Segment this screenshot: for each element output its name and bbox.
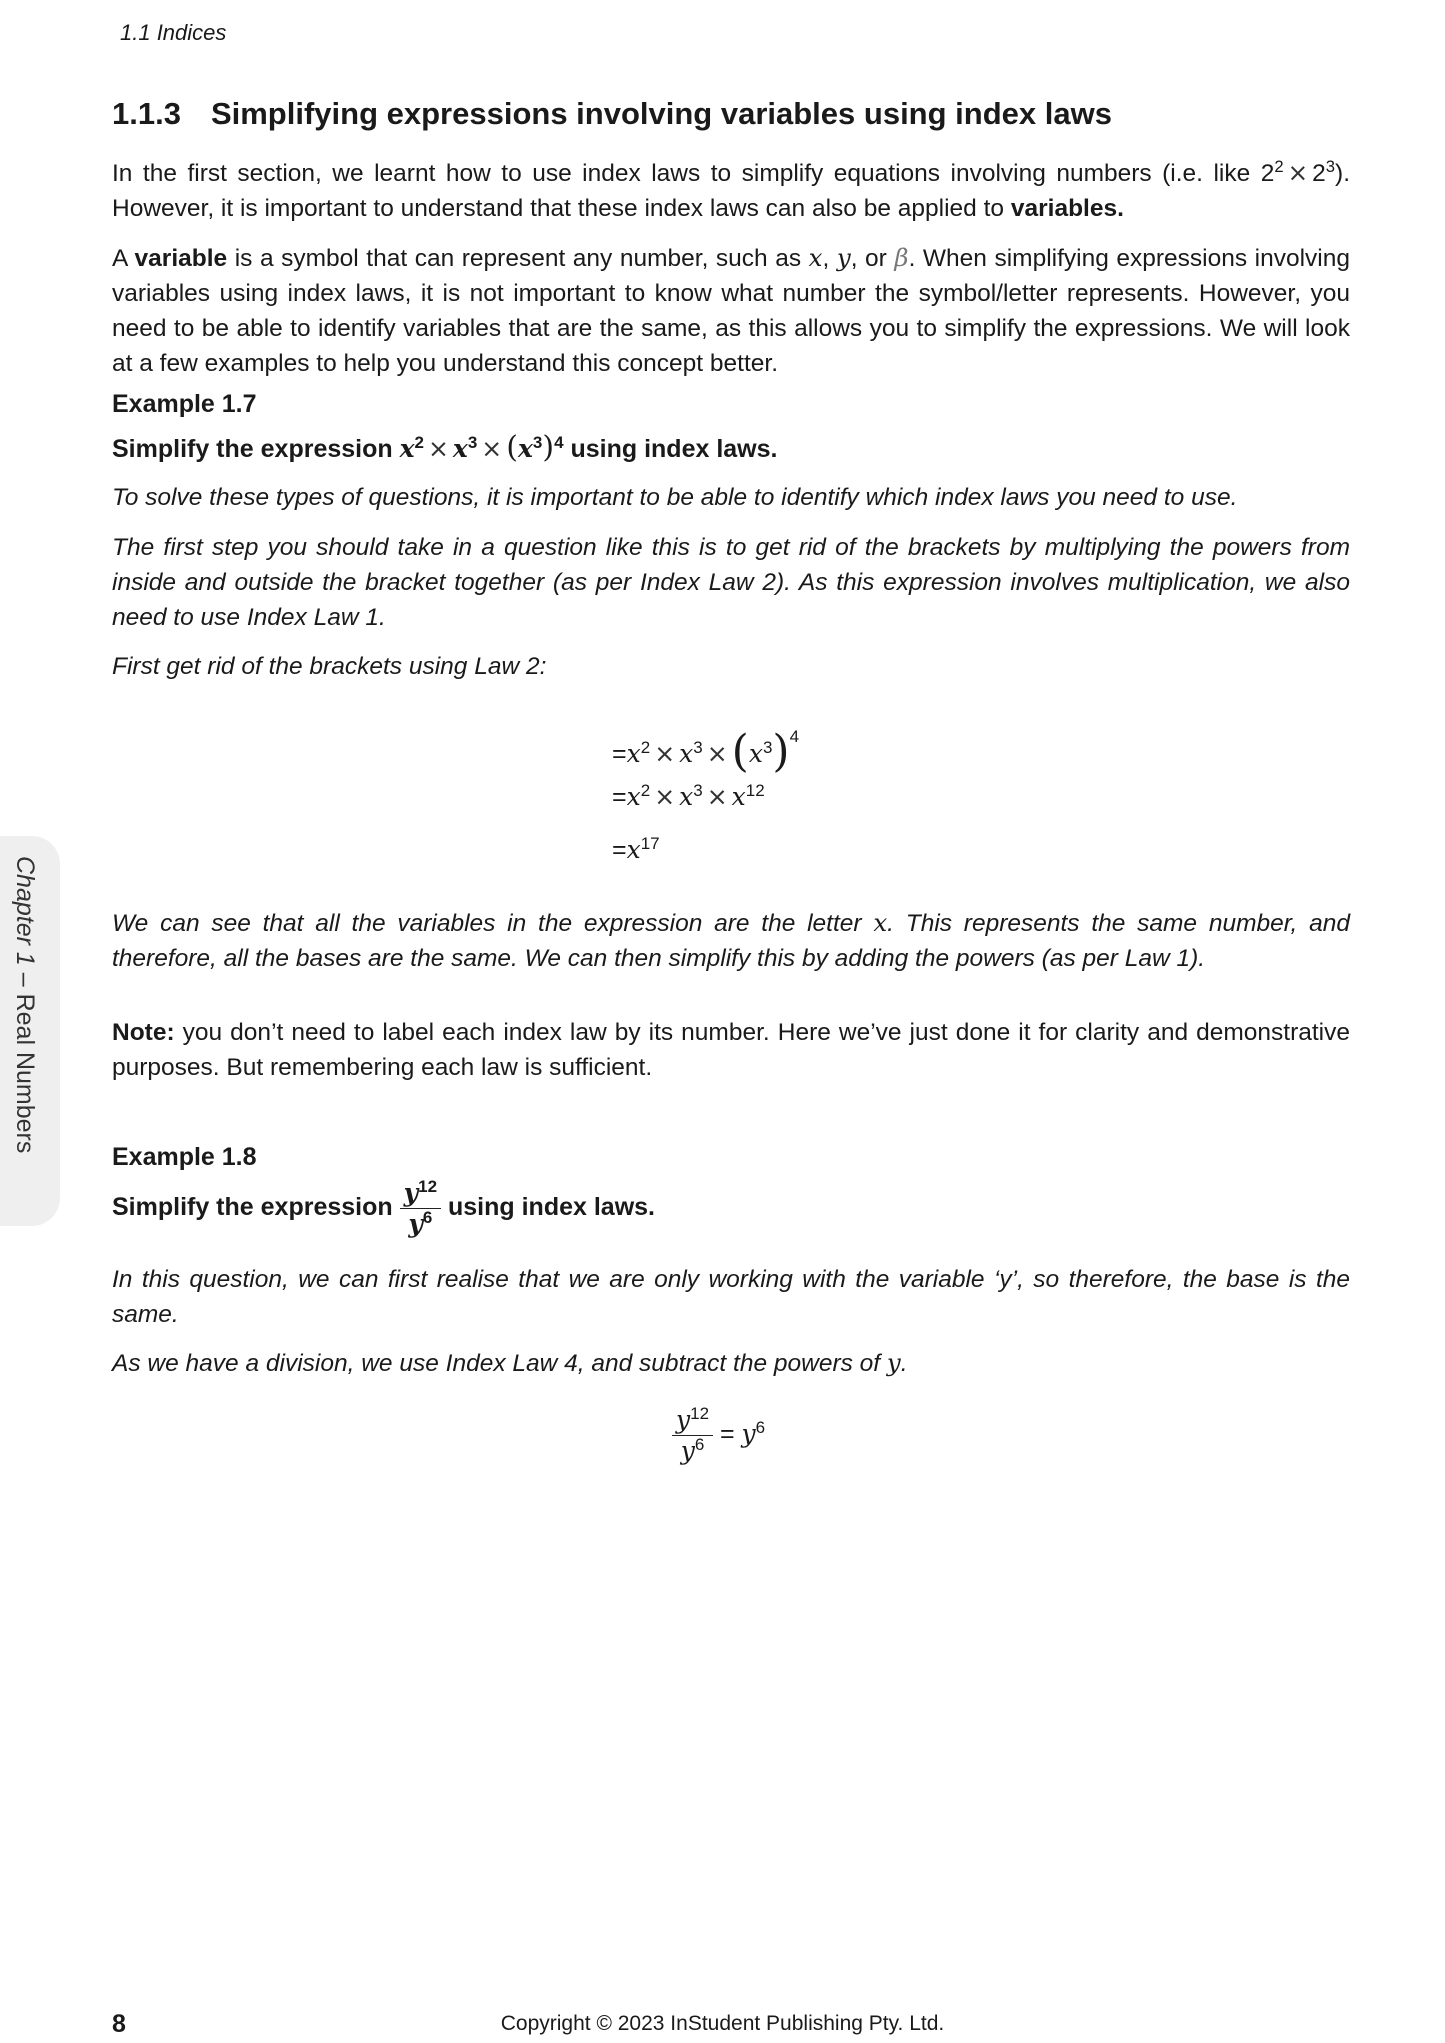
chapter-side-tab: [0, 836, 60, 1226]
math-exponent: 12: [745, 780, 765, 800]
math-exponent: 6: [755, 1417, 766, 1437]
text: As we have a division, we use Index Law 4, and subtract the powers of: [112, 1350, 887, 1377]
page-number: 8: [112, 2010, 126, 2038]
text: ). However, it is important to understand that these index laws can also be applied to: [112, 160, 1350, 222]
example-1-paragraph-2: The first step you should take in a question like this is to get rid of the brackets by multiplying the powers from inside and outside the bracket together (as per Index Law 2). As this expression involves multiplication, we also need to use Index Law 1.: [112, 534, 1350, 631]
footer-copyright: Copyright © 2023 InStudent Publishing Pty. Ltd.: [500, 2012, 945, 2035]
example-2-label: Example 1.8: [112, 1143, 257, 1171]
example-1-paragraph-3: First get rid of the brackets using Law 2:: [112, 653, 547, 680]
math-exponent: 12: [418, 1176, 438, 1196]
math-exponent: 12: [690, 1403, 710, 1423]
math-var: y: [836, 243, 851, 272]
fraction: $\frac{y^{12}}{y^6}$: [400, 1178, 441, 1239]
text: In the first section, we learnt how to use index laws to simplify equations involving numbers (i.e. like: [112, 160, 1261, 187]
math-var: β: [894, 243, 909, 272]
math-exponent: 3: [1325, 156, 1336, 176]
text: using index laws.: [563, 435, 778, 463]
text: , or: [850, 245, 895, 272]
text: is a symbol that can represent any number, such as: [227, 245, 809, 272]
math-exponent: 3: [467, 432, 478, 452]
math-exponent: 6: [422, 1207, 433, 1227]
chapter-title: Real Numbers: [11, 993, 39, 1154]
text: A: [112, 245, 135, 272]
section-title-text: Simplifying expressions involving variables using index laws: [210, 96, 1112, 131]
example-1-label: Example 1.7: [112, 390, 257, 418]
math-var: x: [808, 243, 823, 272]
example-1-paragraph-4: [112, 905, 1350, 976]
example-1-task: [112, 430, 777, 465]
example-2-paragraph-2: [112, 1345, 1350, 1381]
math-var: x: [873, 908, 888, 937]
math-exponent: 2: [414, 432, 424, 452]
separator: –: [11, 965, 39, 994]
section-title: [112, 96, 1112, 132]
text: . When simplifying expressions involving variables using index laws, it is not important to know what number the symbol/letter represents. However, you need to be able to identify variables that are the same, as this allows you to simplify the expressions. We will look at a few examples to help you understand this concept better.: [112, 245, 1350, 377]
bold-term: variables.: [1010, 195, 1124, 222]
text: Simplify the expression: [112, 1193, 400, 1222]
note-label: Note:: [112, 1019, 175, 1046]
equation-line-1: $=x^2 \times x^3 \times(x^3)^4$: [612, 726, 800, 777]
example-2-paragraph-1: In this question, we can first realise that we are only working with the variable ‘y’, so therefore, the base is the same.: [112, 1266, 1350, 1328]
open-paren: (: [506, 430, 518, 465]
math-exponent: 6: [694, 1434, 705, 1454]
intro-paragraph-2: A variable is a symbol that can represent any number, such as x, y, or β. When simplifying expressions involving variables using index laws, it is not important to know what number the symbol/letter represents. However, you need to be able to identify variables that are the same, as this allows you to simplify the expressions. We will look at a few examples to help you understand this concept better.: [112, 243, 1350, 377]
text: you don’t need to label each index law by its number. Here we’ve just done it for clarity and demonstrative purposes. But remembering each law is sufficient.: [112, 1019, 1350, 1081]
text: We can see that all the variables in the expression are the letter: [112, 910, 874, 937]
example-2-task: [112, 1178, 655, 1239]
example-1-paragraph-1: To solve these types of questions, it is important to be able to identify which index laws you need to use.: [112, 484, 1238, 511]
math-var: x: [517, 434, 533, 463]
chapter-number: Chapter 1: [11, 856, 39, 966]
equation-line-3: $=x^{17}$: [612, 833, 660, 864]
close-paren: ): [542, 430, 555, 465]
math-var: x: [452, 434, 468, 463]
math-exponent: 3: [532, 432, 543, 452]
text: using index laws.: [441, 1193, 655, 1222]
text: . This represents the same number, and therefore, all the bases are the same. We can then simplify this by adding the powers (as per Law 1).: [112, 910, 1351, 972]
math-exponent: 4: [554, 432, 564, 452]
times-symbol: ×: [1287, 158, 1309, 187]
bold-term: variable: [134, 245, 228, 272]
times-symbol: ×: [481, 434, 503, 463]
text: .: [900, 1350, 908, 1377]
math-base: 2: [1312, 160, 1326, 187]
note-paragraph: [112, 1015, 1350, 1085]
text: Simplify the expression: [112, 435, 400, 463]
math-var: y: [886, 1348, 901, 1377]
math-exponent: 2: [1274, 156, 1284, 176]
math-base: 2: [1260, 160, 1275, 187]
fraction: $\frac{y^{12}}{y^6}$: [672, 1405, 713, 1466]
section-number: 1.1.3: [112, 96, 181, 131]
math-exponent: 17: [640, 833, 660, 853]
equation-result: $\frac{y^{12}}{y^6}$ = $y^6$: [672, 1405, 765, 1466]
intro-paragraph-1: [112, 155, 1350, 226]
times-symbol: ×: [427, 434, 449, 463]
math-var: x: [399, 434, 415, 463]
equation-line-2: $=x^2 \times x^3 \times x^{12}$: [612, 780, 765, 811]
chapter-side-tab-label: [10, 856, 39, 1153]
running-head: 1.1 Indices: [120, 20, 227, 45]
